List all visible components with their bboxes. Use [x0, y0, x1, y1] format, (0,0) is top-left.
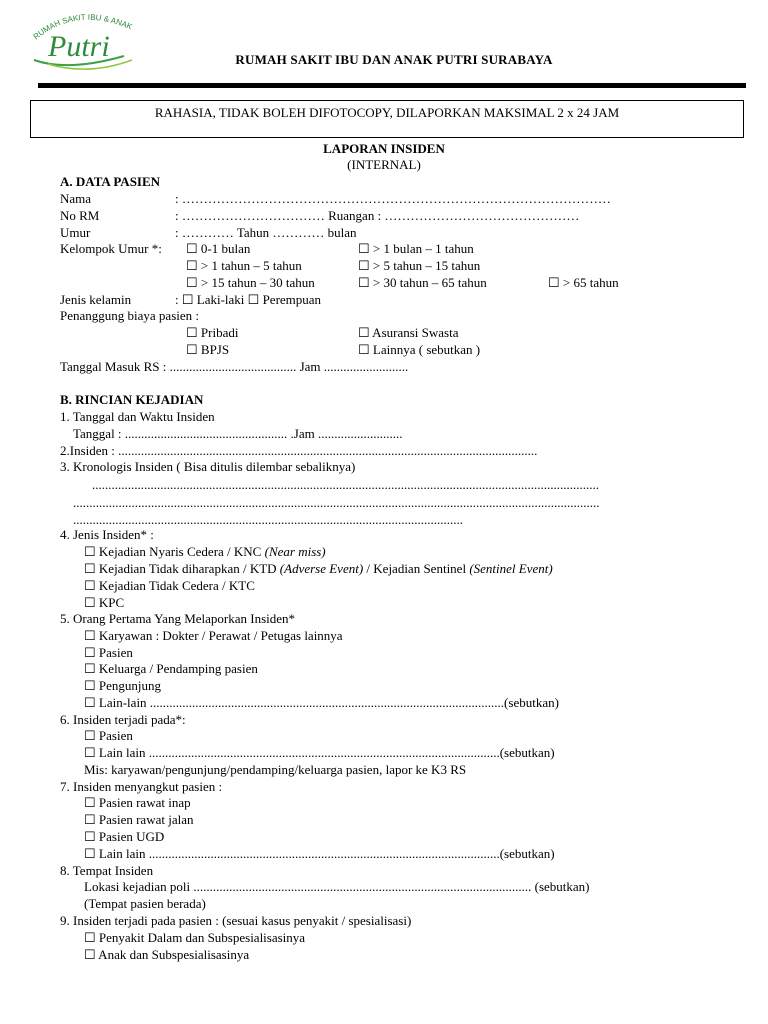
- q5-option[interactable]: ☐ Karyawan : Dokter / Perawat / Petugas lainnya: [84, 628, 343, 643]
- biaya-option[interactable]: ☐ Lainnya ( sebutkan ): [358, 342, 481, 357]
- q9-option[interactable]: ☐ Penyakit Dalam dan Subspesialisasinya: [84, 930, 306, 945]
- kelompok-option[interactable]: ☐ 0-1 bulan: [186, 241, 251, 256]
- biaya-option[interactable]: ☐ BPJS: [186, 342, 230, 357]
- umur-field[interactable]: : ………… Tahun ………… bulan: [175, 225, 357, 240]
- nama-field[interactable]: : ………………………………………………………………………………………: [175, 191, 611, 206]
- q9-option[interactable]: ☐ Anak dan Subspesialisasinya: [84, 947, 250, 962]
- hospital-name: RUMAH SAKIT IBU DAN ANAK PUTRI SURABAYA: [235, 52, 553, 67]
- kelompok-option[interactable]: ☐ > 15 tahun – 30 tahun: [186, 275, 315, 290]
- kelompok-option[interactable]: ☐ > 1 tahun – 5 tahun: [186, 258, 302, 273]
- kelompok-umur-label: Kelompok Umur *:: [60, 241, 162, 256]
- q8-field[interactable]: Lokasi kejadian poli ........................................................................................................ (sebutkan): [84, 879, 590, 894]
- biaya-option[interactable]: ☐ Pribadi: [186, 325, 239, 340]
- logo-arc-text: RUMAH SAKIT IBU & ANAK: [31, 12, 134, 42]
- logo-word: Putri: [48, 30, 110, 63]
- section-a-heading: A. DATA PASIEN: [60, 174, 161, 189]
- kelompok-option[interactable]: ☐ > 30 tahun – 65 tahun: [358, 275, 487, 290]
- q6-label: 6. Insiden terjadi pada*:: [60, 712, 186, 727]
- q1-label: 1. Tanggal dan Waktu Insiden: [60, 409, 215, 424]
- notice-box: [30, 100, 744, 138]
- q7-option[interactable]: ☐ Pasien UGD: [84, 829, 165, 844]
- q4-label: 4. Jenis Insiden* :: [60, 527, 154, 542]
- q6-option[interactable]: ☐ Pasien: [84, 728, 133, 743]
- q3-line[interactable]: ............................................................................................................................................................: [92, 477, 599, 492]
- q5-option[interactable]: ☐ Pasien: [84, 645, 133, 660]
- q5-option[interactable]: ☐ Keluarga / Pendamping pasien: [84, 661, 258, 676]
- q9-label: 9. Insiden terjadi pada pasien : (sesuai kasus penyakit / spesialisasi): [60, 913, 412, 928]
- q7-option[interactable]: ☐ Pasien rawat jalan: [84, 812, 194, 827]
- q4-option[interactable]: ☐ Kejadian Tidak Cedera / KTC: [84, 578, 255, 593]
- q8-label: 8. Tempat Insiden: [60, 863, 154, 878]
- q7-label: 7. Insiden menyangkut pasien :: [60, 779, 223, 794]
- q6-option[interactable]: ☐ Lain lain ............................................................................................................(sebutkan): [84, 745, 555, 760]
- q8-note: (Tempat pasien berada): [84, 896, 206, 911]
- q7-option[interactable]: ☐ Lain lain ............................................................................................................(sebutkan): [84, 846, 555, 861]
- form-subtitle: (INTERNAL): [347, 157, 421, 172]
- umur-label: Umur: [60, 225, 91, 240]
- jenis-kelamin-label: Jenis kelamin: [60, 292, 132, 307]
- norm-ruangan-field[interactable]: : …………………………… Ruangan : ………………………………………: [175, 208, 580, 223]
- q3-line[interactable]: ..................................................................................................................................................................: [73, 495, 600, 510]
- biaya-option[interactable]: ☐ Asuransi Swasta: [358, 325, 459, 340]
- jenis-kelamin-options[interactable]: : ☐ Laki-laki ☐ Perempuan: [175, 292, 322, 307]
- q4-option[interactable]: ☐ Kejadian Tidak diharapkan / KTD (Adverse Event) / Kejadian Sentinel (Sentinel Event): [84, 561, 553, 576]
- q5-option[interactable]: ☐ Lain-lain .............................................................................................................(sebutkan): [84, 695, 559, 710]
- q1-field[interactable]: Tanggal : .................................................. .Jam ..........................: [73, 426, 403, 441]
- q7-option[interactable]: ☐ Pasien rawat inap: [84, 795, 191, 810]
- q5-label: 5. Orang Pertama Yang Melaporkan Insiden*: [60, 611, 296, 626]
- q3-line[interactable]: ........................................................................................................................: [73, 512, 463, 527]
- tanggal-masuk-field[interactable]: Tanggal Masuk RS : ....................................... Jam ..........................: [60, 359, 409, 374]
- header-rule: [38, 83, 746, 88]
- kelompok-option[interactable]: ☐ > 65 tahun: [548, 275, 619, 290]
- kelompok-option[interactable]: ☐ > 1 bulan – 1 tahun: [358, 241, 474, 256]
- q4-option[interactable]: ☐ KPC: [84, 595, 125, 610]
- q4-option[interactable]: ☐ Kejadian Nyaris Cedera / KNC (Near miss): [84, 544, 326, 559]
- section-b-heading: B. RINCIAN KEJADIAN: [60, 392, 204, 407]
- kelompok-option[interactable]: ☐ > 5 tahun – 15 tahun: [358, 258, 481, 273]
- q3-label: 3. Kronologis Insiden ( Bisa ditulis dilembar sebaliknya): [60, 459, 356, 474]
- form-title: LAPORAN INSIDEN: [323, 141, 445, 156]
- q5-option[interactable]: ☐ Pengunjung: [84, 678, 162, 693]
- q6-note: Mis: karyawan/pengunjung/pendamping/keluarga pasien, lapor ke K3 RS: [84, 762, 467, 777]
- notice-text: RAHASIA, TIDAK BOLEH DIFOTOCOPY, DILAPORKAN MAKSIMAL 2 x 24 JAM: [154, 105, 620, 120]
- biaya-label: Penanggung biaya pasien :: [60, 308, 199, 323]
- norm-label: No RM: [60, 208, 100, 223]
- nama-label: Nama: [60, 191, 92, 206]
- q2-field[interactable]: 2.Insiden : .................................................................................................................................: [60, 443, 538, 458]
